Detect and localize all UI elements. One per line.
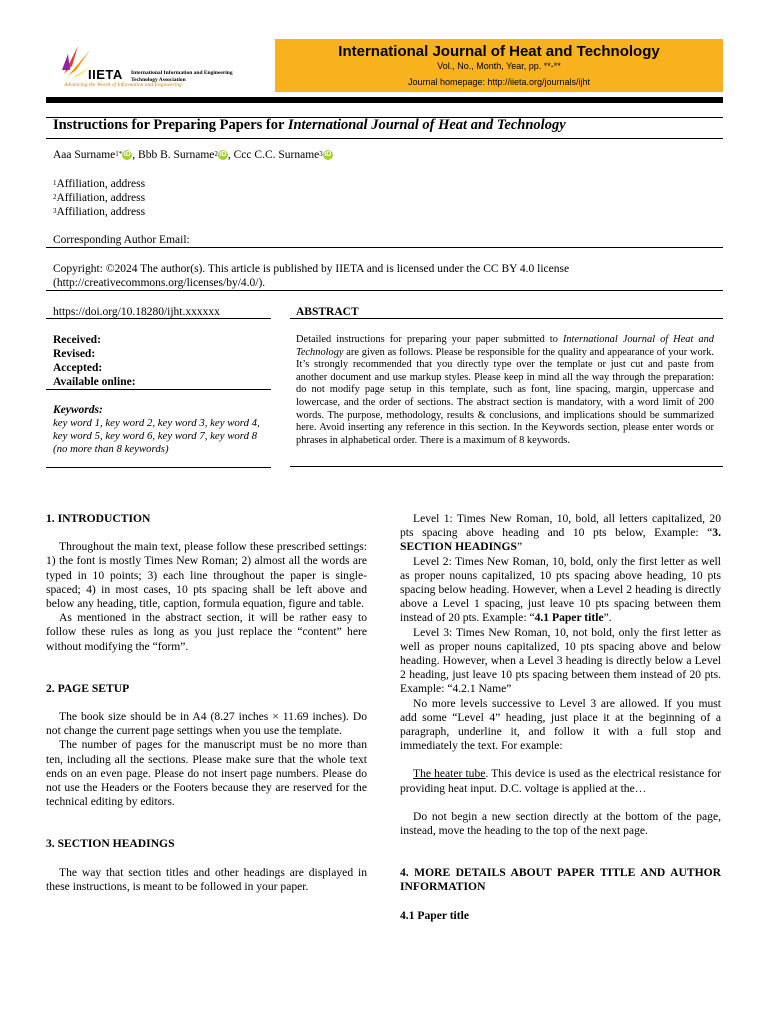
logo-tagline: Advancing the World of Information and Engineering: [64, 82, 182, 88]
paragraph: Level 1: Times New Roman, 10, bold, all letters capitalized, 20 pts spacing above heading and 10 pts below, Example: “3. SECTION HEADINGS”: [400, 512, 721, 554]
paragraph: As mentioned in the abstract section, it will be rather easy to follow these rules as long as you just replace the “content” here without modifying the “form”.: [46, 611, 367, 653]
paragraph: Throughout the main text, please follow these prescribed settings: 1) the font is mostly Times New Roman; 2) almost all the words are typed in 10 points; 3) each line throughout the paper is single-spaced; 4) in most cases, 10 pts spacing shall be left above and below any heading, title, caption, formula equation, figure and table.: [46, 540, 367, 611]
paragraph: Level 3: Times New Roman, 10, not bold, only the first letter as well as proper nouns capitalized, 10 pts spacing above and below heading. However, when a Level 3 heading is directly below a Level 2 heading, just leave 10 pts spacing between them instead of 20 pts. Example: “4.2.1 Name”: [400, 625, 721, 696]
abstract-text: Detailed instructions for preparing your paper submitted to International Journal of Heat and Technology are given as follows. Please be responsible for the quality and appearance of your work. It’s strongly recommended that you directly type over the template or just cut and paste from another document and use markup styles. Please keep in mind all the way through the preparation: do not modify page setup in this template, such as font, line spacing, margin, uppercase and lowercase, and the order of sections. The abstract section is mandatory, with a word limit of 200 words. The purpose, methodology, results & conclusions, and implications should be summarized here. Avoid inserting any reference in this section. In the Keywords section, please enter words or phrases in alphabetical order. There is a maximum of 8 keywords.: [296, 334, 714, 446]
section-heading: 4. MORE DETAILS ABOUT PAPER TITLE AND AUTHOR INFORMATION: [400, 866, 721, 894]
corresponding-rule: [46, 247, 723, 248]
volume-line: Vol., No., Month, Year, pp. **-**: [437, 61, 561, 71]
paragraph: The number of pages for the manuscript must be no more than ten, including all the sections. Please make sure that the whole text ends on an even page. Please do not insert page numbers. Please do not use the Headers or the Footers because they are reserved for the technical editing by editors.: [46, 738, 367, 809]
publisher-logo: [52, 40, 244, 92]
section-heading: 1. INTRODUCTION: [46, 512, 151, 525]
author-list: Aaa Surname$^{1*}$ iD , Bbb B. Surname$^2$ iD , Ccc C.C. Surname$^3$ iD: [53, 149, 332, 161]
author-name: Bbb B. Surname: [138, 149, 215, 161]
logo-abbr: IIETA: [88, 67, 123, 82]
keywords-rule: [46, 467, 271, 468]
right-column: [400, 512, 721, 923]
dates-rule: [46, 389, 271, 390]
keywords-block: [53, 403, 267, 455]
paragraph: The heater tube. This device is used as the electrical resistance for providing heat input. D.C. voltage is applied at the…: [400, 767, 721, 795]
subsection-heading: 4.1 Paper title: [400, 908, 470, 922]
journal-homepage[interactable]: Journal homepage: http://iieta.org/journals/ijht: [407, 77, 591, 87]
author-name: Aaa Surname: [53, 149, 116, 161]
paragraph: No more levels successive to Level 3 are allowed. If you must add some “Level 4” heading, just place it at the beginning of a paragraph, underline it, and follow it with a full stop and immediately the text. For example:: [400, 696, 721, 753]
doi-link[interactable]: https://doi.org/10.18280/ijht.xxxxxx: [53, 306, 220, 318]
abstract-bottom-rule: [290, 466, 723, 467]
copyright: Copyright: ©2024 The author(s). This article is published by IIETA and is licensed under the CC BY 4.0 license (http://creativecommons.org/licenses/by/4.0/).: [53, 263, 570, 289]
paragraph: Level 2: Times New Roman, 10, bold, only the first letter as well as proper nouns capitalized, 10 pts spacing above heading, 10 pts spacing below heading. However, when a Level 2 heading is directly above a Level 1 spacing, just leave 10 pts spacing between them instead of 20 pts. Example: “4.1 Paper title”.: [400, 554, 721, 625]
abstract-heading: ABSTRACT: [296, 306, 359, 318]
paragraph: The way that section titles and other headings are displayed in these instructions, is meant to be followed in your paper.: [46, 865, 367, 893]
title-bottom-rule: [46, 138, 723, 139]
corresponding-author: Corresponding Author Email:: [53, 234, 190, 246]
journal-banner: [275, 39, 723, 92]
paragraph: The book size should be in A4 (8.27 inches × 11.69 inches). Do not change the current page settings when you use the template.: [46, 710, 367, 738]
paper-title: Instructions for Preparing Papers for International Journal of Heat and Technology: [53, 117, 566, 133]
author-name: Ccc C.C. Surname: [233, 149, 320, 161]
affiliations: $^1$Affiliation, address $^2$Affiliation, address $^3$Affiliation, address: [53, 178, 146, 218]
journal-name: International Journal of Heat and Technology: [338, 43, 660, 60]
doi-rule: [46, 318, 271, 319]
header-divider: [46, 97, 723, 103]
logo-org: International Information and Engineering Technology Association: [131, 70, 233, 83]
orcid-icon[interactable]: iD: [123, 151, 131, 159]
abstract-rule: [290, 318, 723, 319]
left-column: [46, 512, 367, 894]
section-heading: 2. PAGE SETUP: [46, 681, 130, 695]
keywords: key word 1, key word 2, key word 3, key word 4, key word 5, key word 6, key word 7, key word 8: [53, 417, 260, 442]
keywords-note: (no more than 8 keywords): [53, 442, 169, 455]
orcid-icon[interactable]: iD: [324, 151, 332, 159]
section-heading: 3. SECTION HEADINGS: [46, 837, 175, 851]
paragraph: Do not begin a new section directly at the bottom of the page, instead, move the heading to the top of the next page.: [400, 809, 721, 838]
orcid-icon[interactable]: iD: [219, 151, 227, 159]
copyright-rule: [46, 290, 723, 291]
dates: Received: Revised: Accepted: Available online:: [53, 334, 136, 388]
keywords-label: Keywords:: [53, 404, 103, 416]
